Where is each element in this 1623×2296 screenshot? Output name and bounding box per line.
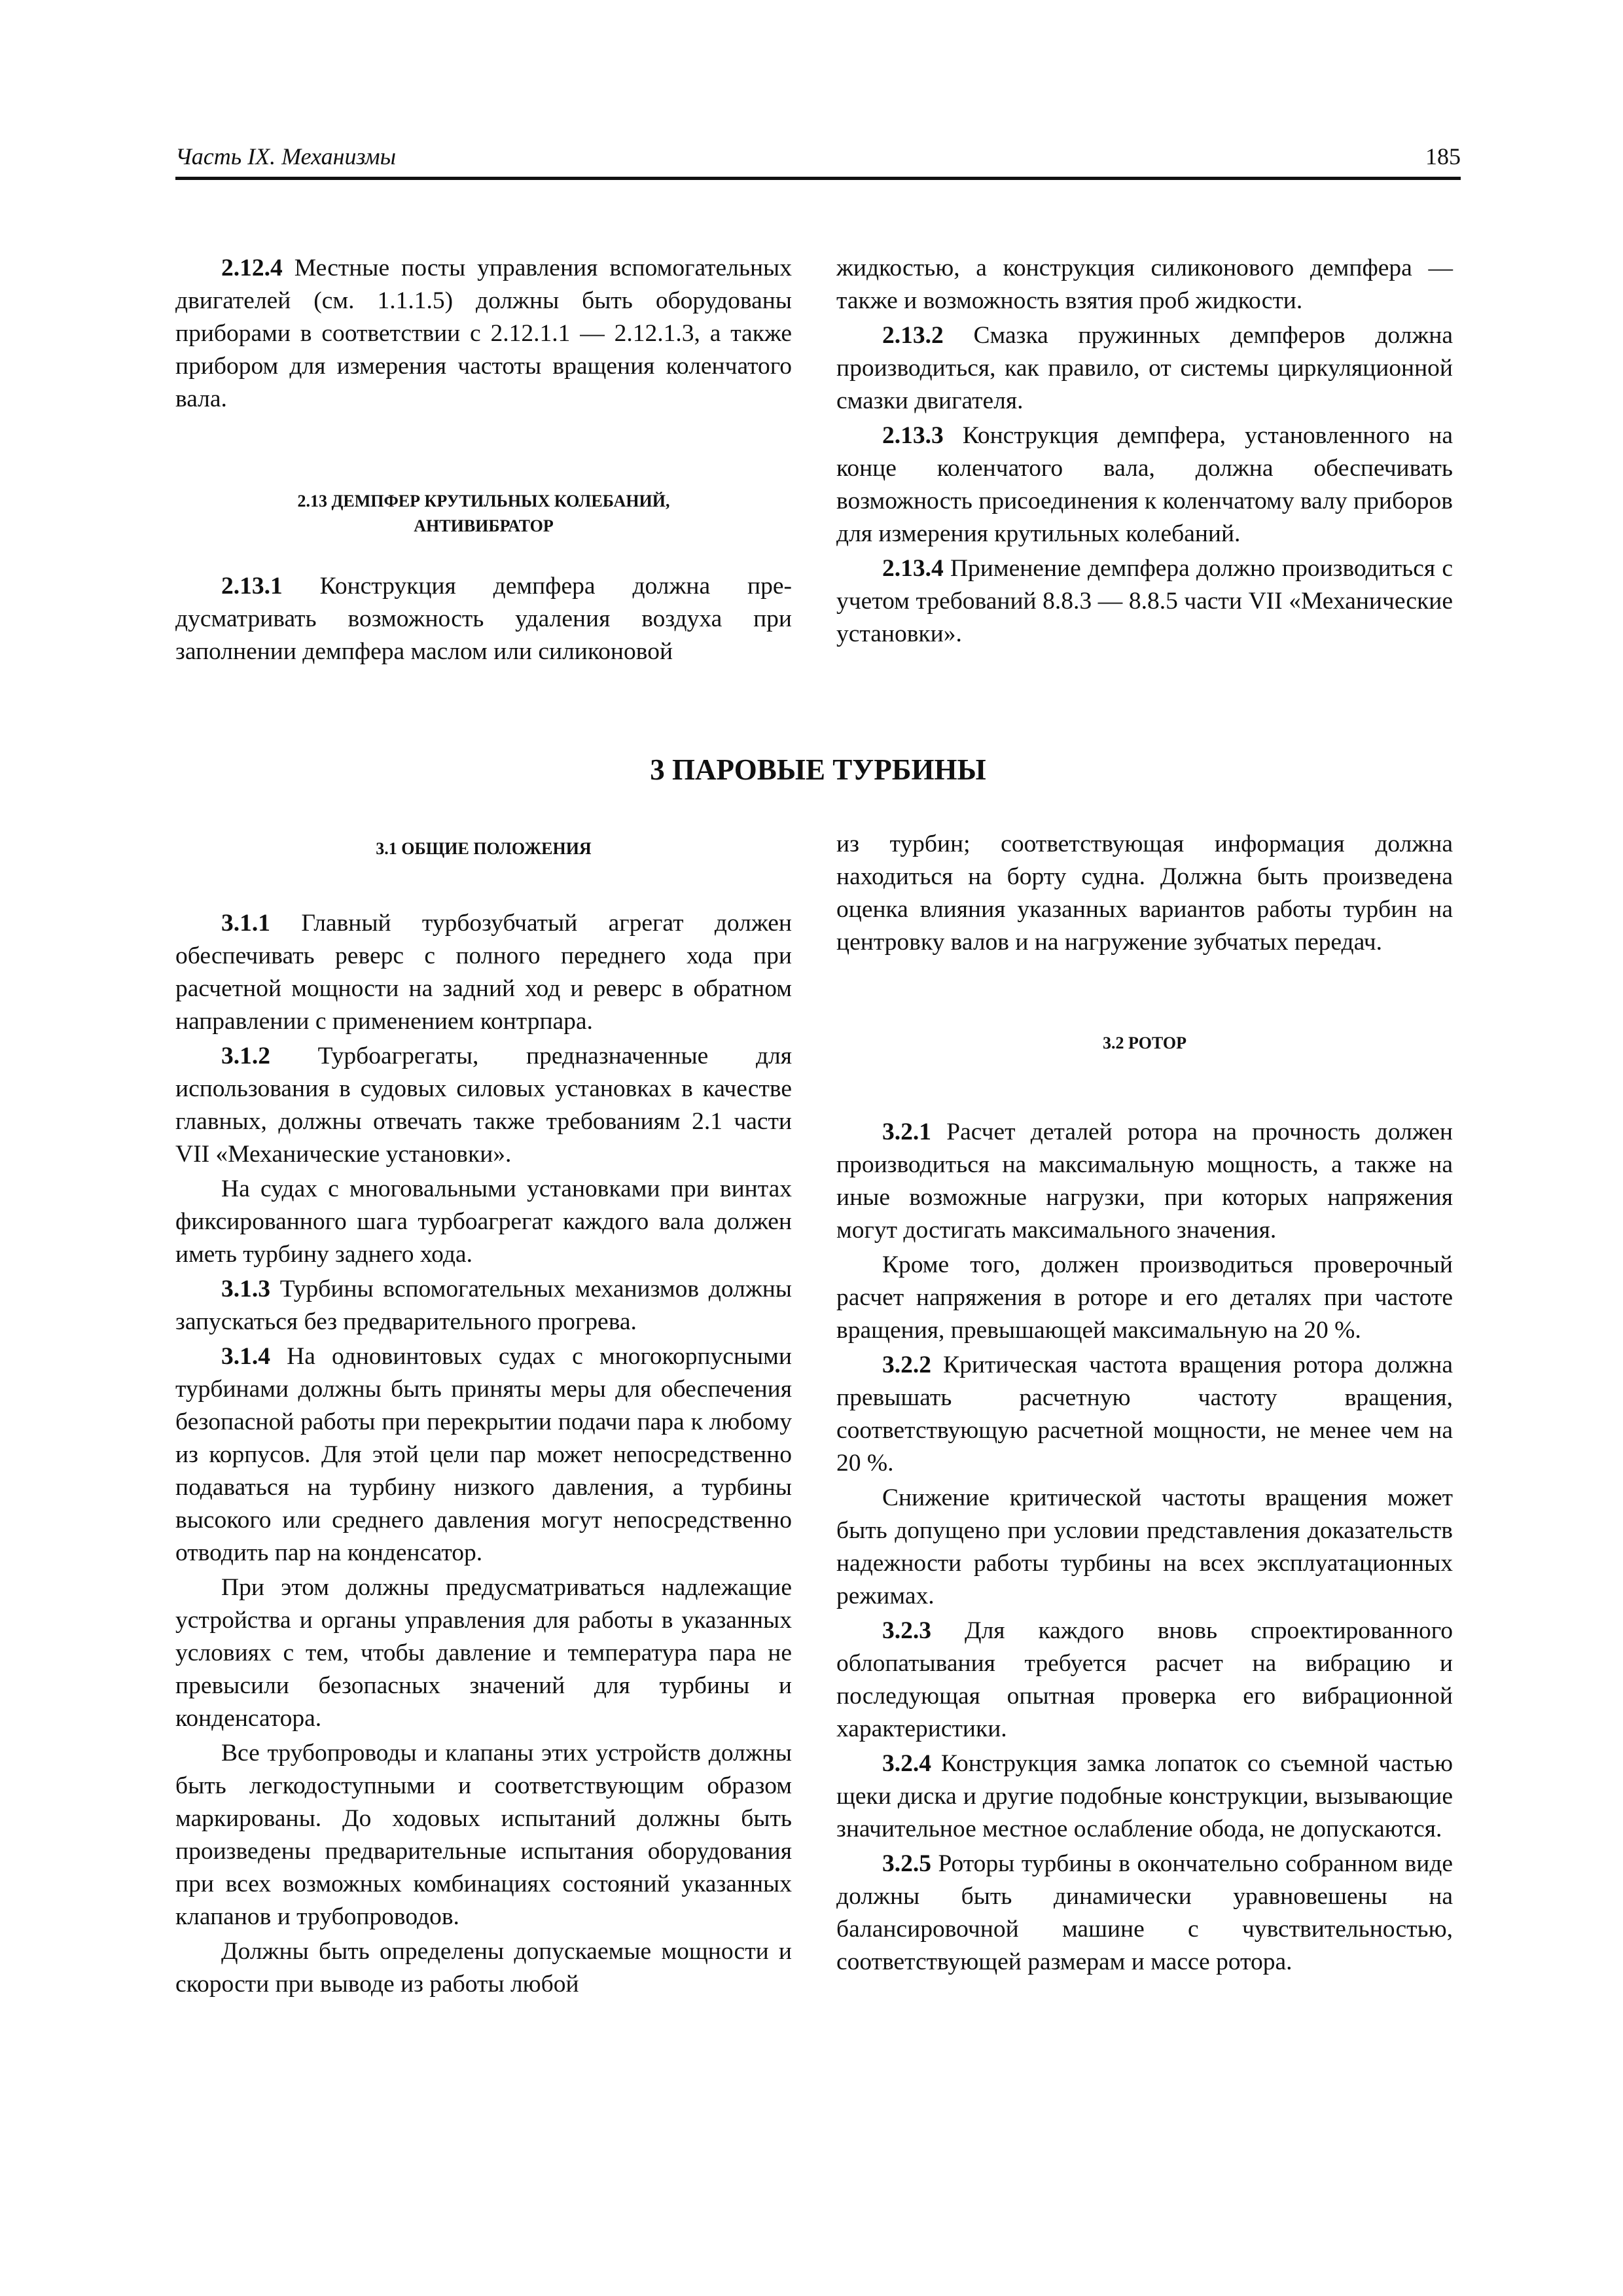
paragraph-3-1-2-b: На судах с многовальными установками при винтах фиксированного шага турбоагрегат каждого вала должен иметь турбину заднего хода. [175,1175,792,1268]
paragraph-3-2-2-b: Снижение критической частоты вращения может быть допущено при условии представления доказательств надежности работы турбины на всех эксплуатационных режимах. [836,1484,1453,1609]
top-right-column [836,252,1453,651]
page-number: 185 [1425,143,1461,170]
bottom-right-column [836,828,1453,1979]
top-left-column [175,252,792,668]
paragraph-2-13-2: 2.13.2 Смазка пружинных демпферов должна производиться, как правило, от системы циркуляционной смазки двигателя. [836,322,1453,414]
bottom-left-column [175,836,792,2001]
section-heading-3-2: 3.2 РОТОР [1102,1033,1187,1052]
paragraph-3-1-1: 3.1.1 Главный турбозубчатый агрегат должен обеспечивать реверс с полного переднего хода при расчетной мощности на задний ход и реверс в обратном направлении с применением контрпара. [175,910,792,1035]
section-heading-3-1: 3.1 ОБЩИЕ ПОЛОЖЕНИЯ [376,839,592,858]
running-title: Часть IX. Механизмы [175,143,396,170]
paragraph-3-1-4: 3.1.4 На одновинтовых судах с многокорпусными турбинами должны быть приняты меры для обеспечения безопасной работы при перекрытии подачи пара к любому из корпусов. Для этой цели пар может непосредственно подаваться на турбину низкого давления, а турбины высокого или среднего давления могут непосредственно отводить пар на конденсатор. [175,1343,792,1566]
paragraph-3-2-2: 3.2.2 Критическая частота вращения ротора должна превышать расчетную частоту вращения, соответствующую расчетной мощности, не менее чем на 20 %. [836,1352,1453,1477]
paragraph-2-13-3: 2.13.3 Конструкция демпфера, установленного на конце коленчатого вала, должна обеспечивать возможность присоединения к коленчатому валу приборов для измерения крутильных колебаний. [836,422,1453,547]
paragraph-3-1-2: 3.1.2 Турбоагрегаты, предназначенные для использования в судовых силовых установках в качестве главных, должны отвечать также требованиям 2.1 части VII «Механические установки». [175,1043,792,1168]
chapter-title: 3 ПАРОВЫЕ ТУРБИНЫ [650,753,986,786]
page-header [175,141,1461,180]
paragraph-3-2-3: 3.2.3 Для каждого вновь спроектированного облопатывания требуется расчет на вибрацию и последующая опытная проверка его вибрационной характеристики. [836,1617,1453,1742]
paragraph-3-2-1: 3.2.1 Расчет деталей ротора на прочность должен производиться на максимальную мощность, а также на иные возможные нагрузки, при которых напряжения могут достигать максимального значения. [836,1119,1453,1244]
paragraph-3-1-4-c: Все трубопроводы и клапаны этих устройств должны быть легкодоступными и соответствующим образом маркированы. До ходовых испытаний должны быть произведены предварительные испытания оборудования при всех возможных комбинациях состояний указанных клапанов и трубопроводов. [175,1740,792,1930]
paragraph-continuation-2: из турбин; соответствующая информация должна находиться на борту судна. Должна быть произведена оценка влияния указанных вариантов работы турбин на центровку валов и на нагружение зубчатых передач. [836,831,1453,956]
paragraph-2-12-4: 2.12.4 Местные посты управления вспомогательных двигателей (см. 1.1.1.5) должны быть оборудованы приборами в соответствии с 2.12.1.1 — 2.12.1.3, а также прибором для измерения частоты вращения коленчатого вала. [175,255,792,412]
paragraph-3-1-4-d: Должны быть определены допускаемые мощности и скорости при выводе из работы любой [175,1938,792,1998]
section-heading-2-13: 2.13 ДЕМПФЕР КРУТИЛЬНЫХ КОЛЕБАНИЙ, АНТИВИБРАТОР [297,492,670,535]
paragraph-2-13-4: 2.13.4 Применение демпфера должно производиться с учетом требований 8.8.3 — 8.8.5 части VII «Механические установки». [836,555,1453,647]
paragraph-3-2-5: 3.2.5 Роторы турбины в окончательно собранном виде должны быть динамически уравновешены на балансировочной машине с чувствительностью, соответствующей размерам и массе ротора. [836,1850,1453,1975]
paragraph-continuation: жидкостью, а конструкция силиконового демпфера — также и возможность взятия проб жидкости. [836,255,1453,314]
paragraph-3-2-4: 3.2.4 Конструкция замка лопаток со съемной частью щеки диска и другие подобные конструкции, вызывающие значительное местное ослабление обода, не допускаются. [836,1750,1453,1842]
paragraph-3-2-1-b: Кроме того, должен производиться проверочный расчет напряжения в роторе и его деталях при частоте вращения, превышающей максимальную на 20 %. [836,1251,1453,1344]
paragraph-3-1-3: 3.1.3 Турбины вспомогательных механизмов должны запускаться без предварительного прогрева. [175,1276,792,1335]
paragraph-2-13-1: 2.13.1 Конструкция демпфера должна предусматривать возможность удаления воздуха при заполнении демпфера маслом или силиконовой [175,573,792,665]
paragraph-3-1-4-b: При этом должны предусматриваться надлежащие устройства и органы управления для работы в указанных условиях с тем, чтобы давление и температура пара не превысили безопасных значений для турбины и конденсатора. [175,1574,792,1732]
